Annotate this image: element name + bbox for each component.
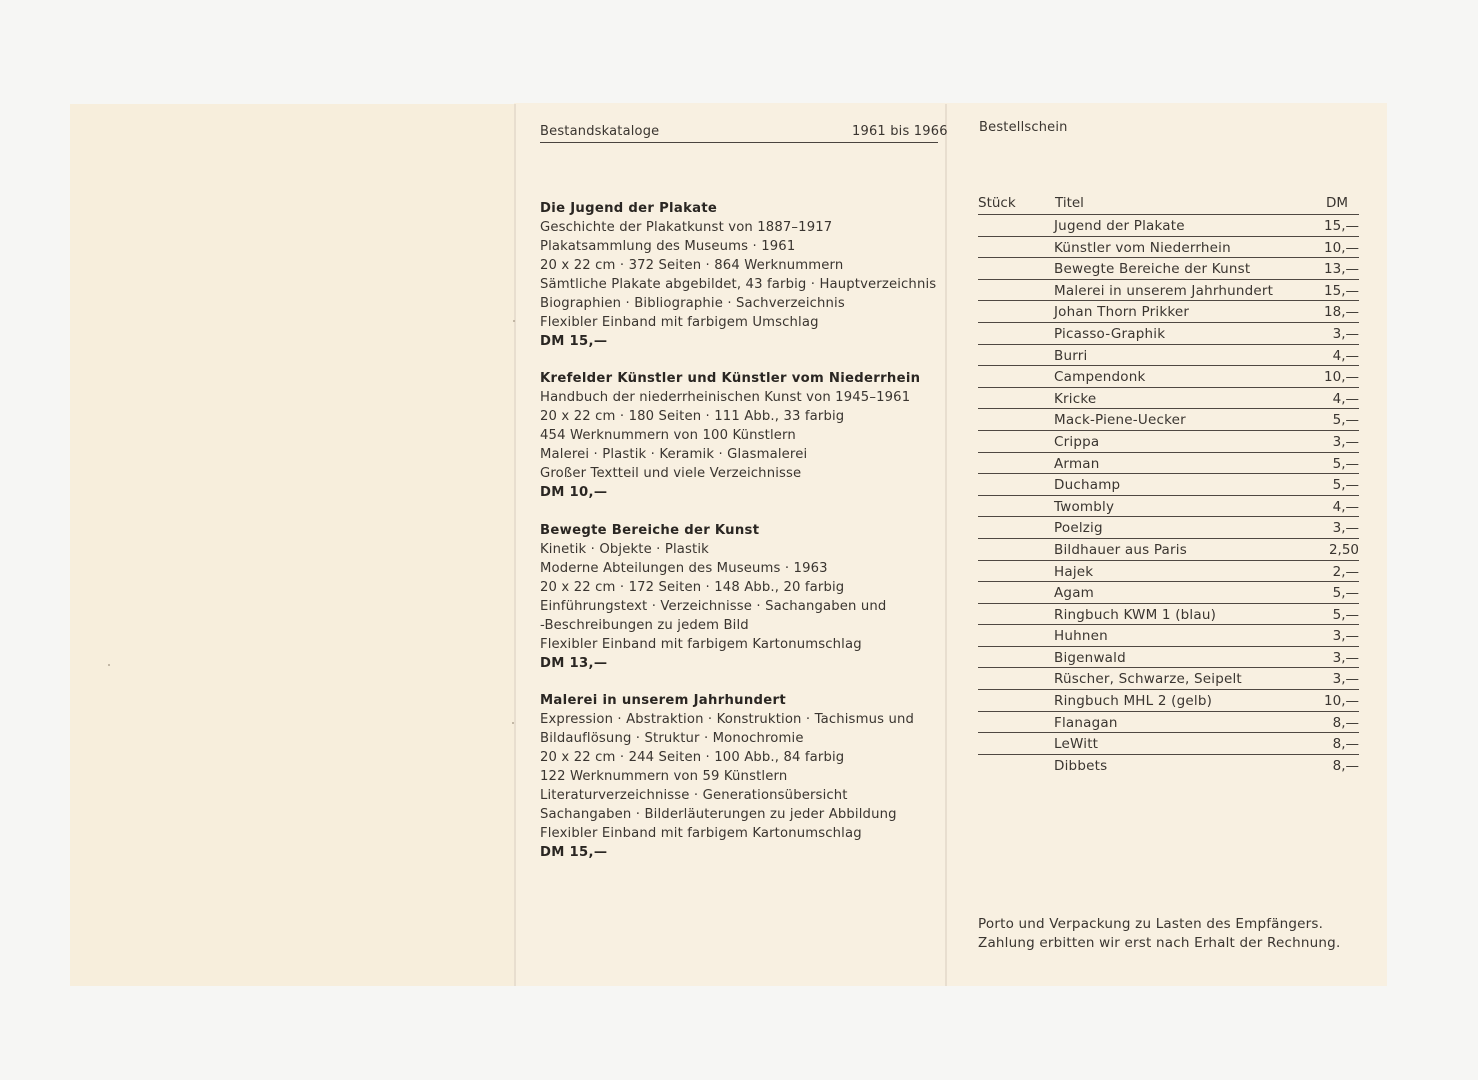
catalog-price: DM 13,— xyxy=(540,656,608,671)
order-row xyxy=(978,646,1359,668)
order-item-title: Malerei in unserem Jahrhundert xyxy=(1054,282,1274,299)
catalog-price: DM 15,— xyxy=(540,334,608,349)
order-item-price: 5,— xyxy=(1332,455,1359,472)
qty-blank-field[interactable] xyxy=(978,604,1048,624)
order-item-title: Campendonk xyxy=(1054,369,1146,386)
order-item-price: 3,— xyxy=(1332,520,1359,537)
catalog-line: Geschichte der Plakatkunst von 1887–1917 xyxy=(540,220,833,235)
order-row xyxy=(978,408,1359,430)
qty-blank-field[interactable] xyxy=(978,366,1048,386)
catalog-line: Handbuch der niederrheinischen Kunst von 1945–1961 xyxy=(540,390,911,405)
qty-blank-field[interactable] xyxy=(978,733,1048,753)
catalog-line: Malerei · Plastik · Keramik · Glasmalerei xyxy=(540,447,808,462)
catalog-line: 122 Werknummern von 59 Künstlern xyxy=(540,769,788,784)
order-item-title: Hajek xyxy=(1054,563,1094,580)
order-item-title: Twombly xyxy=(1054,498,1115,515)
column-header-title: Titel xyxy=(1055,195,1084,211)
catalog-line: 20 x 22 cm · 180 Seiten · 111 Abb., 33 farbig xyxy=(540,409,845,424)
order-item-title: LeWitt xyxy=(1054,736,1099,753)
order-row xyxy=(978,667,1359,689)
section-date-range: 1961 bis 1966 xyxy=(852,124,948,139)
order-row xyxy=(978,538,1359,560)
catalog-line: Sachangaben · Bilderläuterungen zu jeder Abbildung xyxy=(540,807,897,822)
order-item-title: Dibbets xyxy=(1054,757,1108,774)
catalog-line: Moderne Abteilungen des Museums · 1963 xyxy=(540,561,828,576)
order-item-price: 5,— xyxy=(1332,412,1359,429)
qty-blank-field[interactable] xyxy=(978,323,1048,343)
fold-line-right xyxy=(945,104,947,986)
column-header-qty: Stück xyxy=(978,195,1016,211)
paper-fleck xyxy=(512,722,514,724)
qty-blank-field[interactable] xyxy=(978,258,1048,278)
order-item-price: 15,— xyxy=(1324,282,1359,299)
order-row xyxy=(978,387,1359,409)
order-item-title: Ringbuch MHL 2 (gelb) xyxy=(1054,693,1213,710)
order-row xyxy=(978,754,1359,776)
order-row xyxy=(978,495,1359,517)
order-item-title: Mack-Piene-Uecker xyxy=(1054,412,1186,429)
order-item-title: Crippa xyxy=(1054,433,1100,450)
catalog-line: Literaturverzeichnisse · Generationsübersicht xyxy=(540,788,848,803)
qty-blank-field[interactable] xyxy=(978,215,1048,235)
qty-blank-field[interactable] xyxy=(978,409,1048,429)
order-item-title: Künstler vom Niederrhein xyxy=(1054,239,1231,256)
order-item-price: 4,— xyxy=(1332,347,1359,364)
order-row xyxy=(978,365,1359,387)
qty-blank-field[interactable] xyxy=(978,712,1048,732)
catalog-line: Flexibler Einband mit farbigem Kartonumschlag xyxy=(540,637,862,652)
catalog-line: Expression · Abstraktion · Konstruktion · Tachismus und xyxy=(540,712,914,727)
order-item-price: 13,— xyxy=(1324,261,1359,278)
order-item-price: 5,— xyxy=(1332,606,1359,623)
order-item-price: 3,— xyxy=(1332,433,1359,450)
catalog-line: Biographien · Bibliographie · Sachverzeichnis xyxy=(540,296,845,311)
order-row xyxy=(978,300,1359,322)
catalog-line: -Beschreibungen zu jedem Bild xyxy=(540,618,749,633)
qty-blank-field[interactable] xyxy=(978,582,1048,602)
paper-fleck xyxy=(108,664,110,666)
order-row xyxy=(978,689,1359,711)
header-rule xyxy=(540,142,938,143)
order-item-title: Rüscher, Schwarze, Seipelt xyxy=(1054,671,1242,688)
order-item-price: 3,— xyxy=(1332,325,1359,342)
qty-blank-field[interactable] xyxy=(978,280,1048,300)
order-item-price: 10,— xyxy=(1324,239,1359,256)
order-item-title: Burri xyxy=(1054,347,1088,364)
order-item-title: Jugend der Plakate xyxy=(1054,218,1185,234)
order-item-price: 8,— xyxy=(1332,757,1359,774)
catalog-line: Sämtliche Plakate abgebildet, 43 farbig · Hauptverzeichnis xyxy=(540,277,937,292)
catalog-line: 20 x 22 cm · 172 Seiten · 148 Abb., 20 farbig xyxy=(540,580,845,595)
catalog-price: DM 15,— xyxy=(540,845,608,860)
qty-blank-field[interactable] xyxy=(978,345,1048,365)
order-item-title: Ringbuch KWM 1 (blau) xyxy=(1054,606,1217,623)
qty-blank-field[interactable] xyxy=(978,647,1048,667)
catalog-entry xyxy=(540,369,940,502)
order-item-title: Poelzig xyxy=(1054,520,1103,537)
order-item-title: Agam xyxy=(1054,585,1095,602)
order-row xyxy=(978,603,1359,625)
catalog-line: 20 x 22 cm · 244 Seiten · 100 Abb., 84 farbig xyxy=(540,750,845,765)
order-item-price: 10,— xyxy=(1324,369,1359,386)
order-item-title: Johan Thorn Prikker xyxy=(1054,304,1190,321)
catalog-entry xyxy=(540,521,940,673)
order-row xyxy=(978,322,1359,344)
order-row xyxy=(978,214,1359,236)
column-header-price: DM xyxy=(1326,195,1349,211)
catalog-line: 20 x 22 cm · 372 Seiten · 864 Werknummern xyxy=(540,258,844,273)
footnote-line: Porto und Verpackung zu Lasten des Empfängers. xyxy=(978,916,1324,932)
order-item-price: 10,— xyxy=(1324,693,1359,710)
catalog-title: Bewegte Bereiche der Kunst xyxy=(540,523,760,538)
qty-blank-field[interactable] xyxy=(978,237,1048,257)
catalog-line: Einführungstext · Verzeichnisse · Sachangaben und xyxy=(540,599,887,614)
order-table-header xyxy=(978,195,1360,215)
order-item-title: Duchamp xyxy=(1054,477,1121,494)
qty-blank-field[interactable] xyxy=(978,561,1048,581)
order-row xyxy=(978,732,1359,754)
catalog-line: Flexibler Einband mit farbigem Kartonumschlag xyxy=(540,826,862,841)
brochure-panel-left xyxy=(70,104,516,986)
order-footnote xyxy=(978,915,1340,953)
order-item-title: Picasso-Graphik xyxy=(1054,325,1166,342)
qty-blank-field[interactable] xyxy=(978,431,1048,451)
catalog-line: Großer Textteil und viele Verzeichnisse xyxy=(540,466,802,481)
qty-blank-field[interactable] xyxy=(978,474,1048,494)
catalog-entry xyxy=(540,691,940,862)
order-row xyxy=(978,257,1359,279)
catalog-line: Kinetik · Objekte · Plastik xyxy=(540,542,709,557)
order-item-title: Flanagan xyxy=(1054,714,1118,731)
paper-fleck xyxy=(513,320,515,322)
catalog-title: Krefelder Künstler und Künstler vom Niederrhein xyxy=(540,371,921,386)
order-row xyxy=(978,581,1359,603)
qty-blank-field[interactable] xyxy=(978,388,1048,408)
order-item-price: 2,50 xyxy=(1328,541,1359,558)
catalog-title: Malerei in unserem Jahrhundert xyxy=(540,693,786,708)
qty-blank-field[interactable] xyxy=(978,755,1048,775)
order-row xyxy=(978,236,1359,258)
order-row xyxy=(978,711,1359,733)
order-item-price: 3,— xyxy=(1332,649,1359,666)
catalog-entry xyxy=(540,199,940,351)
order-item-title: Huhnen xyxy=(1054,628,1108,645)
order-row xyxy=(978,452,1359,474)
order-item-price: 18,— xyxy=(1324,304,1359,321)
order-item-price: 8,— xyxy=(1332,714,1359,731)
qty-blank-field[interactable] xyxy=(978,690,1048,710)
order-item-price: 15,— xyxy=(1324,218,1359,234)
order-row xyxy=(978,624,1359,646)
order-item-title: Bewegte Bereiche der Kunst xyxy=(1054,261,1251,278)
order-row xyxy=(978,560,1359,582)
qty-blank-field[interactable] xyxy=(978,453,1048,473)
order-item-title: Arman xyxy=(1054,455,1100,472)
qty-blank-field[interactable] xyxy=(978,517,1048,537)
section-title: Bestandskataloge xyxy=(540,124,660,139)
qty-blank-field[interactable] xyxy=(978,539,1048,559)
order-item-title: Kricke xyxy=(1054,390,1097,407)
order-item-price: 3,— xyxy=(1332,628,1359,645)
qty-blank-field[interactable] xyxy=(978,496,1048,516)
fold-line-left xyxy=(514,104,516,986)
order-row xyxy=(978,344,1359,366)
order-form-title: Bestellschein xyxy=(979,120,1068,135)
order-row xyxy=(978,473,1359,495)
catalog-title: Die Jugend der Plakate xyxy=(540,201,718,216)
qty-blank-field[interactable] xyxy=(978,301,1048,321)
catalog-line: Bildauflösung · Struktur · Monochromie xyxy=(540,731,804,746)
order-item-price: 2,— xyxy=(1332,563,1359,580)
order-row xyxy=(978,430,1359,452)
order-item-price: 3,— xyxy=(1332,671,1359,688)
order-item-title: Bigenwald xyxy=(1054,649,1126,666)
order-item-price: 5,— xyxy=(1332,585,1359,602)
order-item-title: Bildhauer aus Paris xyxy=(1054,541,1187,558)
catalog-line: 454 Werknummern von 100 Künstlern xyxy=(540,428,796,443)
order-item-price: 4,— xyxy=(1332,390,1359,407)
order-item-price: 4,— xyxy=(1332,498,1359,515)
order-item-price: 8,— xyxy=(1332,736,1359,753)
order-row xyxy=(978,516,1359,538)
catalog-line: Flexibler Einband mit farbigem Umschlag xyxy=(540,315,819,330)
qty-blank-field[interactable] xyxy=(978,625,1048,645)
order-item-price: 5,— xyxy=(1332,477,1359,494)
catalog-line: Plakatsammlung des Museums · 1961 xyxy=(540,239,796,254)
footnote-line: Zahlung erbitten wir erst nach Erhalt der Rechnung. xyxy=(978,935,1341,951)
order-row xyxy=(978,279,1359,301)
qty-blank-field[interactable] xyxy=(978,668,1048,688)
order-table xyxy=(978,214,1359,775)
catalog-price: DM 10,— xyxy=(540,485,608,500)
